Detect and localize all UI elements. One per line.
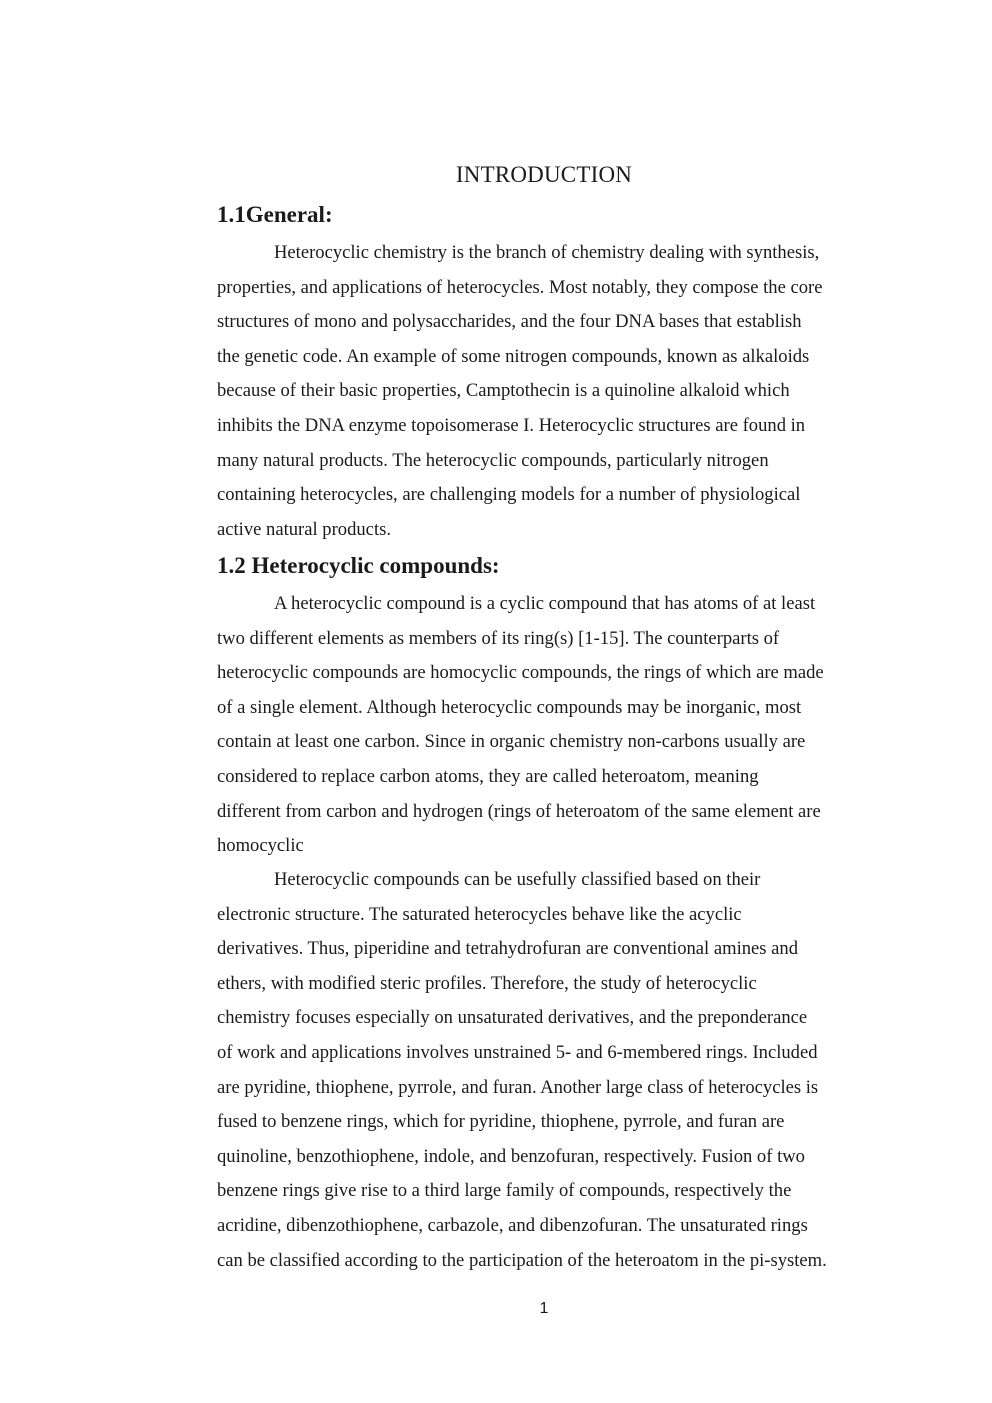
paragraph-line: Heterocyclic compounds can be usefully classified based on their	[274, 869, 761, 890]
paragraph-line: are pyridine, thiophene, pyrrole, and furan. Another large class of heterocycles is	[217, 1076, 819, 1098]
paragraph-line: acridine, dibenzothiophene, carbazole, and dibenzofuran. The unsaturated rings	[217, 1214, 808, 1236]
paragraph-line: electronic structure. The saturated heterocycles behave like the acyclic	[217, 903, 742, 925]
paragraph-line: chemistry focuses especially on unsaturated derivatives, and the preponderance	[217, 1007, 808, 1029]
paragraph-line: heterocyclic compounds are homocyclic compounds, the rings of which are made	[217, 662, 824, 684]
paragraph-line: considered to replace carbon atoms, they are called heteroatom, meaning	[217, 765, 759, 787]
section-heading-general: 1.1General:	[217, 202, 333, 227]
paragraph-line: quinoline, benzothiophene, indole, and benzofuran, respectively. Fusion of two	[217, 1145, 805, 1167]
paragraph-line: derivatives. Thus, piperidine and tetrahydrofuran are conventional amines and	[217, 938, 799, 960]
paragraph-line: because of their basic properties, Camptothecin is a quinoline alkaloid which	[217, 380, 790, 402]
paragraph-heterocyclic-definition	[217, 587, 877, 864]
paragraph-heterocyclic-classification	[217, 863, 877, 1278]
paragraph-line: containing heterocycles, are challenging models for a number of physiological	[217, 484, 801, 506]
paragraph-line: Heterocyclic chemistry is the branch of chemistry dealing with synthesis,	[274, 242, 820, 263]
paragraph-line: active natural products.	[217, 518, 391, 540]
paragraph-line: fused to benzene rings, which for pyridine, thiophene, pyrrole, and furan are	[217, 1111, 785, 1133]
paragraph-line: of work and applications involves unstrained 5- and 6-membered rings. Included	[217, 1041, 818, 1063]
page-number: 1	[539, 1300, 549, 1317]
paragraph-line: inhibits the DNA enzyme topoisomerase I. Heterocyclic structures are found in	[217, 414, 806, 436]
paragraph-line: contain at least one carbon. Since in organic chemistry non-carbons usually are	[217, 731, 806, 753]
paragraph-line: the genetic code. An example of some nitrogen compounds, known as alkaloids	[217, 345, 810, 367]
paragraph-line: can be classified according to the participation of the heteroatom in the pi-system.	[217, 1249, 827, 1271]
paragraph-line: homocyclic	[217, 835, 304, 857]
paragraph-line: properties, and applications of heterocycles. Most notably, they compose the core	[217, 276, 823, 298]
paragraph-line: benzene rings give rise to a third large family of compounds, respectively the	[217, 1180, 792, 1202]
paragraph-general	[217, 236, 877, 547]
paragraph-line: of a single element. Although heterocyclic compounds may be inorganic, most	[217, 696, 802, 718]
paragraph-line: many natural products. The heterocyclic compounds, particularly nitrogen	[217, 449, 769, 471]
paragraph-line: two different elements as members of its ring(s) [1-15]. The counterparts of	[217, 627, 780, 649]
section-heading-heterocyclic-compounds: 1.2 Heterocyclic compounds:	[217, 553, 500, 578]
paragraph-line: A heterocyclic compound is a cyclic compound that has atoms of at least	[274, 593, 816, 614]
paragraph-line: ethers, with modified steric profiles. Therefore, the study of heterocyclic	[217, 972, 757, 994]
paragraph-line: structures of mono and polysaccharides, and the four DNA bases that establish	[217, 311, 802, 333]
paragraph-line: different from carbon and hydrogen (rings of heteroatom of the same element are	[217, 800, 821, 822]
page-title: INTRODUCTION	[455, 162, 633, 187]
